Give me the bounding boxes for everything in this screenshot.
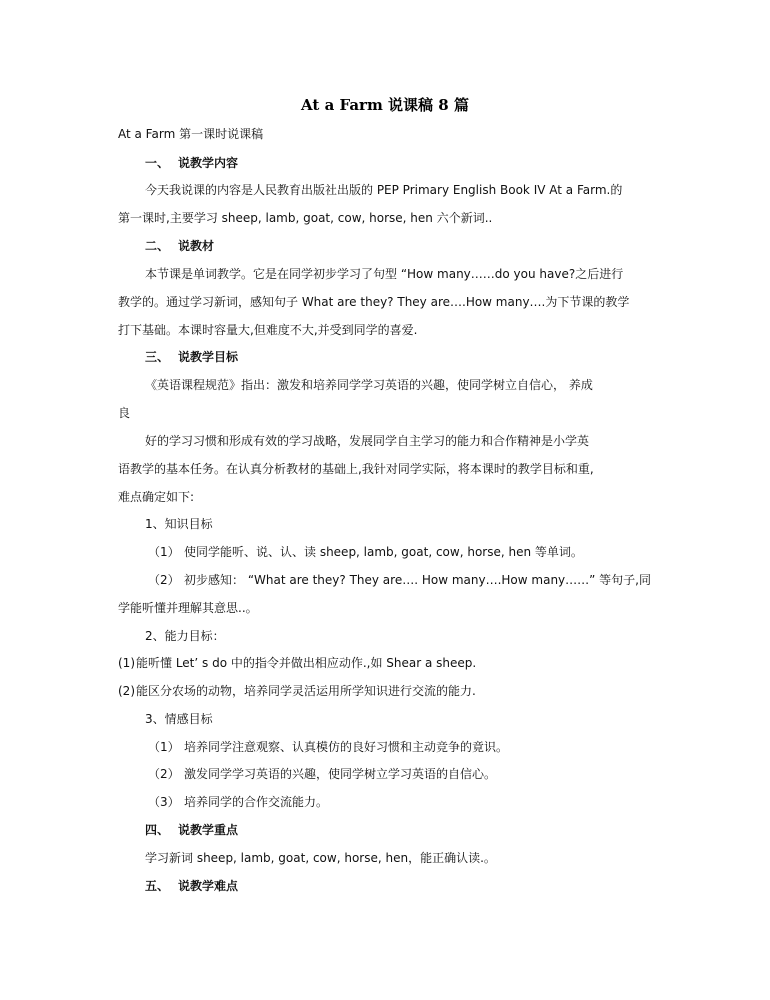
section-number: 四、 bbox=[145, 823, 170, 837]
paragraph-line: 难点确定如下: bbox=[118, 490, 195, 504]
section-heading-4 bbox=[145, 822, 685, 838]
section-title: 说教学重点 bbox=[178, 823, 239, 837]
list-item bbox=[148, 572, 688, 588]
list-item bbox=[148, 544, 688, 560]
list-number: （1） bbox=[148, 740, 180, 754]
paragraph-line: 今天我说课的内容是人民教育出版社出版的 PEP Primary English Book IV At a Farm.的 bbox=[145, 183, 623, 197]
list-number: (1) bbox=[118, 656, 135, 670]
list-item bbox=[118, 683, 658, 699]
paragraph-line: 学习新词 sheep, lamb, goat, cow, horse, hen，能正确认读.。 bbox=[145, 851, 496, 865]
section-heading-1 bbox=[145, 155, 685, 171]
document-title: At a Farm 说课稿 8 篇 bbox=[301, 96, 469, 114]
section-number: 五、 bbox=[145, 879, 170, 893]
section-number: 一、 bbox=[145, 156, 170, 170]
list-number: （3） bbox=[148, 795, 180, 809]
list-item bbox=[148, 739, 688, 755]
section-heading-5 bbox=[145, 878, 685, 894]
list-number: （2） bbox=[148, 573, 180, 587]
paragraph-line: 本节课是单词教学。它是在同学初步学习了句型 “How many……do you have?之后进行 bbox=[145, 267, 624, 281]
list-number: （1） bbox=[148, 545, 180, 559]
list-text: 能区分农场的动物，培养同学灵活运用所学知识进行交流的能力. bbox=[136, 684, 476, 698]
list-item bbox=[148, 766, 688, 782]
section-title: 说教学难点 bbox=[178, 879, 239, 893]
paragraph-line: 打下基础。本课时容量大,但难度不大,并受到同学的喜爱. bbox=[118, 323, 418, 337]
section-heading-3 bbox=[145, 349, 685, 365]
list-number: (2) bbox=[118, 684, 135, 698]
section-heading-2 bbox=[145, 238, 685, 254]
list-text: 激发同学学习英语的兴趣，使同学树立学习英语的自信心。 bbox=[184, 767, 497, 781]
paragraph-line: 学能听懂并理解其意思..。 bbox=[118, 601, 258, 615]
ability-goal-heading: 2、能力目标： bbox=[145, 629, 225, 643]
list-item bbox=[148, 794, 688, 810]
document-subtitle: At a Farm 第一课时说课稿 bbox=[118, 127, 264, 141]
paragraph-line: 好的学习习惯和形成有效的学习战略，发展同学自主学习的能力和合作精神是小学英 bbox=[145, 434, 590, 448]
knowledge-goal-heading: 1、知识目标 bbox=[145, 517, 213, 531]
list-text: 能听懂 Let’ s do 中的指令并做出相应动作.,如 Shear a sheep. bbox=[136, 656, 477, 670]
paragraph-line: 良 bbox=[118, 406, 131, 420]
section-title: 说教学内容 bbox=[178, 156, 239, 170]
paragraph-line: 《英语课程规范》指出：激发和培养同学学习英语的兴趣，使同学树立自信心， 养成 bbox=[145, 378, 593, 392]
section-title: 说教学目标 bbox=[178, 350, 239, 364]
section-title: 说教材 bbox=[178, 239, 215, 253]
paragraph-line: 第一课时,主要学习 sheep, lamb, goat, cow, horse, hen 六个新词.. bbox=[118, 211, 493, 225]
emotion-goal-heading: 3、情感目标 bbox=[145, 712, 213, 726]
list-text: 使同学能听、说、认、读 sheep, lamb, goat, cow, horse, hen 等单词。 bbox=[184, 545, 583, 559]
section-number: 二、 bbox=[145, 239, 170, 253]
paragraph-line: 教学的。通过学习新词，感知句子 What are they? They are….How many….为下节课的教学 bbox=[118, 295, 630, 309]
list-text: 初步感知： “What are they? They are…. How many….How many……” 等句子,同 bbox=[184, 573, 651, 587]
list-item bbox=[118, 655, 658, 671]
paragraph-line: 语教学的基本任务。在认真分析教材的基础上,我针对同学实际，将本课时的教学目标和重, bbox=[118, 462, 594, 476]
section-number: 三、 bbox=[145, 350, 170, 364]
list-text: 培养同学的合作交流能力。 bbox=[184, 795, 329, 809]
list-text: 培养同学注意观察、认真模仿的良好习惯和主动竞争的竟识。 bbox=[184, 740, 509, 754]
list-number: （2） bbox=[148, 767, 180, 781]
